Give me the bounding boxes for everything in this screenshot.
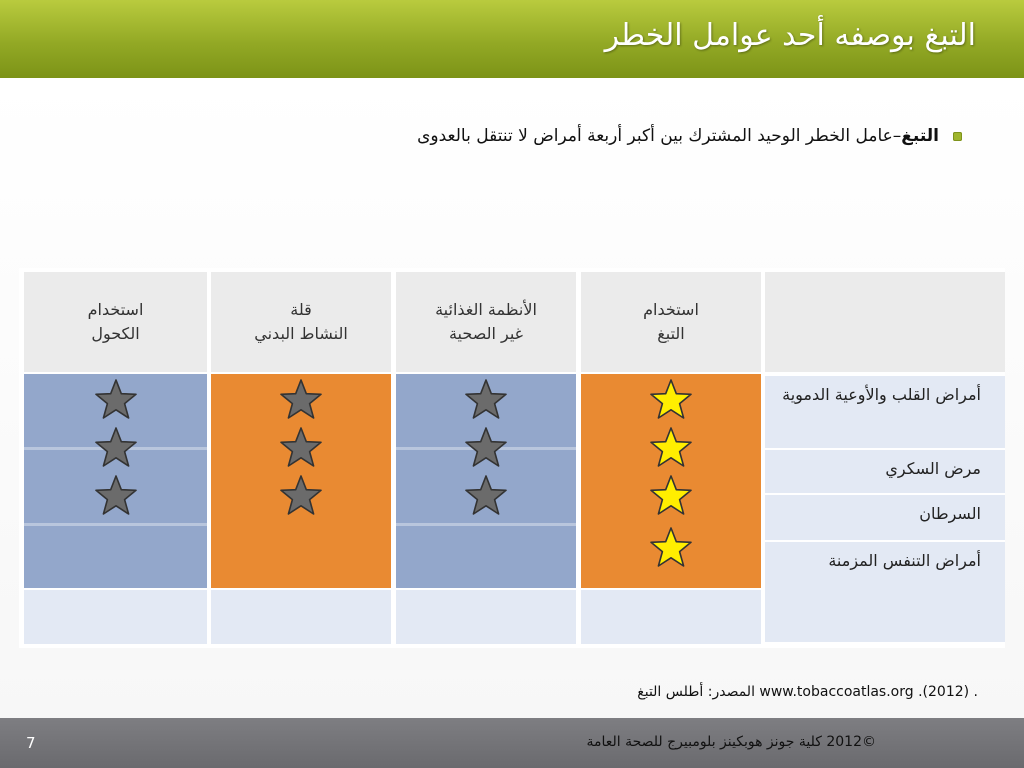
title-bar	[0, 0, 1024, 78]
star-icon	[649, 474, 693, 516]
column-header-line: غير الصحية	[448, 324, 524, 343]
bullet-text	[417, 126, 939, 146]
source-citation: المصدر: أطلس التبغ www.tobaccoatlas.org .(2012) .	[637, 684, 978, 700]
column-header-cell	[396, 272, 576, 372]
row-label-cell	[765, 542, 1005, 642]
star-icon	[279, 378, 323, 420]
row-label-cell	[765, 376, 1005, 448]
star-icon	[279, 426, 323, 468]
star-icon	[464, 426, 508, 468]
column-header-cell	[24, 272, 207, 372]
copyright-text: ©2012 كلية جونز هوبكينز بلومبيرج للصحة العامة	[586, 734, 876, 750]
empty-cell	[24, 590, 207, 644]
row-label-cell	[765, 495, 1005, 540]
column-header-cell	[211, 272, 391, 372]
column-header-line: استخدام	[643, 300, 699, 319]
bullet-bold-text: التبغ	[901, 126, 939, 146]
table-corner-cell	[765, 272, 1005, 372]
row-label-cell	[765, 450, 1005, 493]
star-icon	[649, 378, 693, 420]
column-header-line: استخدام	[87, 300, 144, 319]
empty-cell	[211, 590, 391, 644]
column-header-text	[211, 272, 391, 372]
page-number: 7	[26, 734, 36, 752]
column-header-cell	[581, 272, 761, 372]
row-label-text: مرض السكري	[885, 459, 981, 478]
row-label-text: أمراض القلب والأوعية الدموية	[782, 385, 981, 404]
column-header-line: التبغ	[657, 324, 685, 343]
star-icon	[649, 426, 693, 468]
empty-cell	[396, 590, 576, 644]
column-header-text	[396, 272, 576, 372]
column-header-line: قلة	[290, 300, 312, 319]
slide-title: التبغ بوصفه أحد عوامل الخطر	[604, 18, 976, 53]
empty-cell	[581, 590, 761, 644]
footer-bar	[0, 718, 1024, 768]
bullet-icon	[953, 132, 962, 141]
column-header-line: النشاط البدني	[254, 324, 348, 343]
star-icon	[94, 378, 138, 420]
column-header-line: الكحول	[91, 324, 140, 343]
bullet-rest-text: –عامل الخطر الوحيد المشترك بين أكبر أربعة أمراض لا تنتقل بالعدوى	[417, 126, 902, 146]
column-header-text	[581, 272, 761, 372]
row-label-text: السرطان	[919, 504, 981, 523]
star-icon	[464, 474, 508, 516]
star-icon	[279, 474, 323, 516]
star-icon	[94, 426, 138, 468]
row-label-text: أمراض التنفس المزمنة	[828, 551, 981, 570]
star-icon	[94, 474, 138, 516]
bullet-item	[417, 126, 962, 146]
star-icon	[464, 378, 508, 420]
risk-factor-table	[19, 268, 1005, 648]
star-icon	[649, 526, 693, 568]
column-header-text	[24, 272, 207, 372]
column-header-line: الأنظمة الغذائية	[435, 300, 537, 319]
